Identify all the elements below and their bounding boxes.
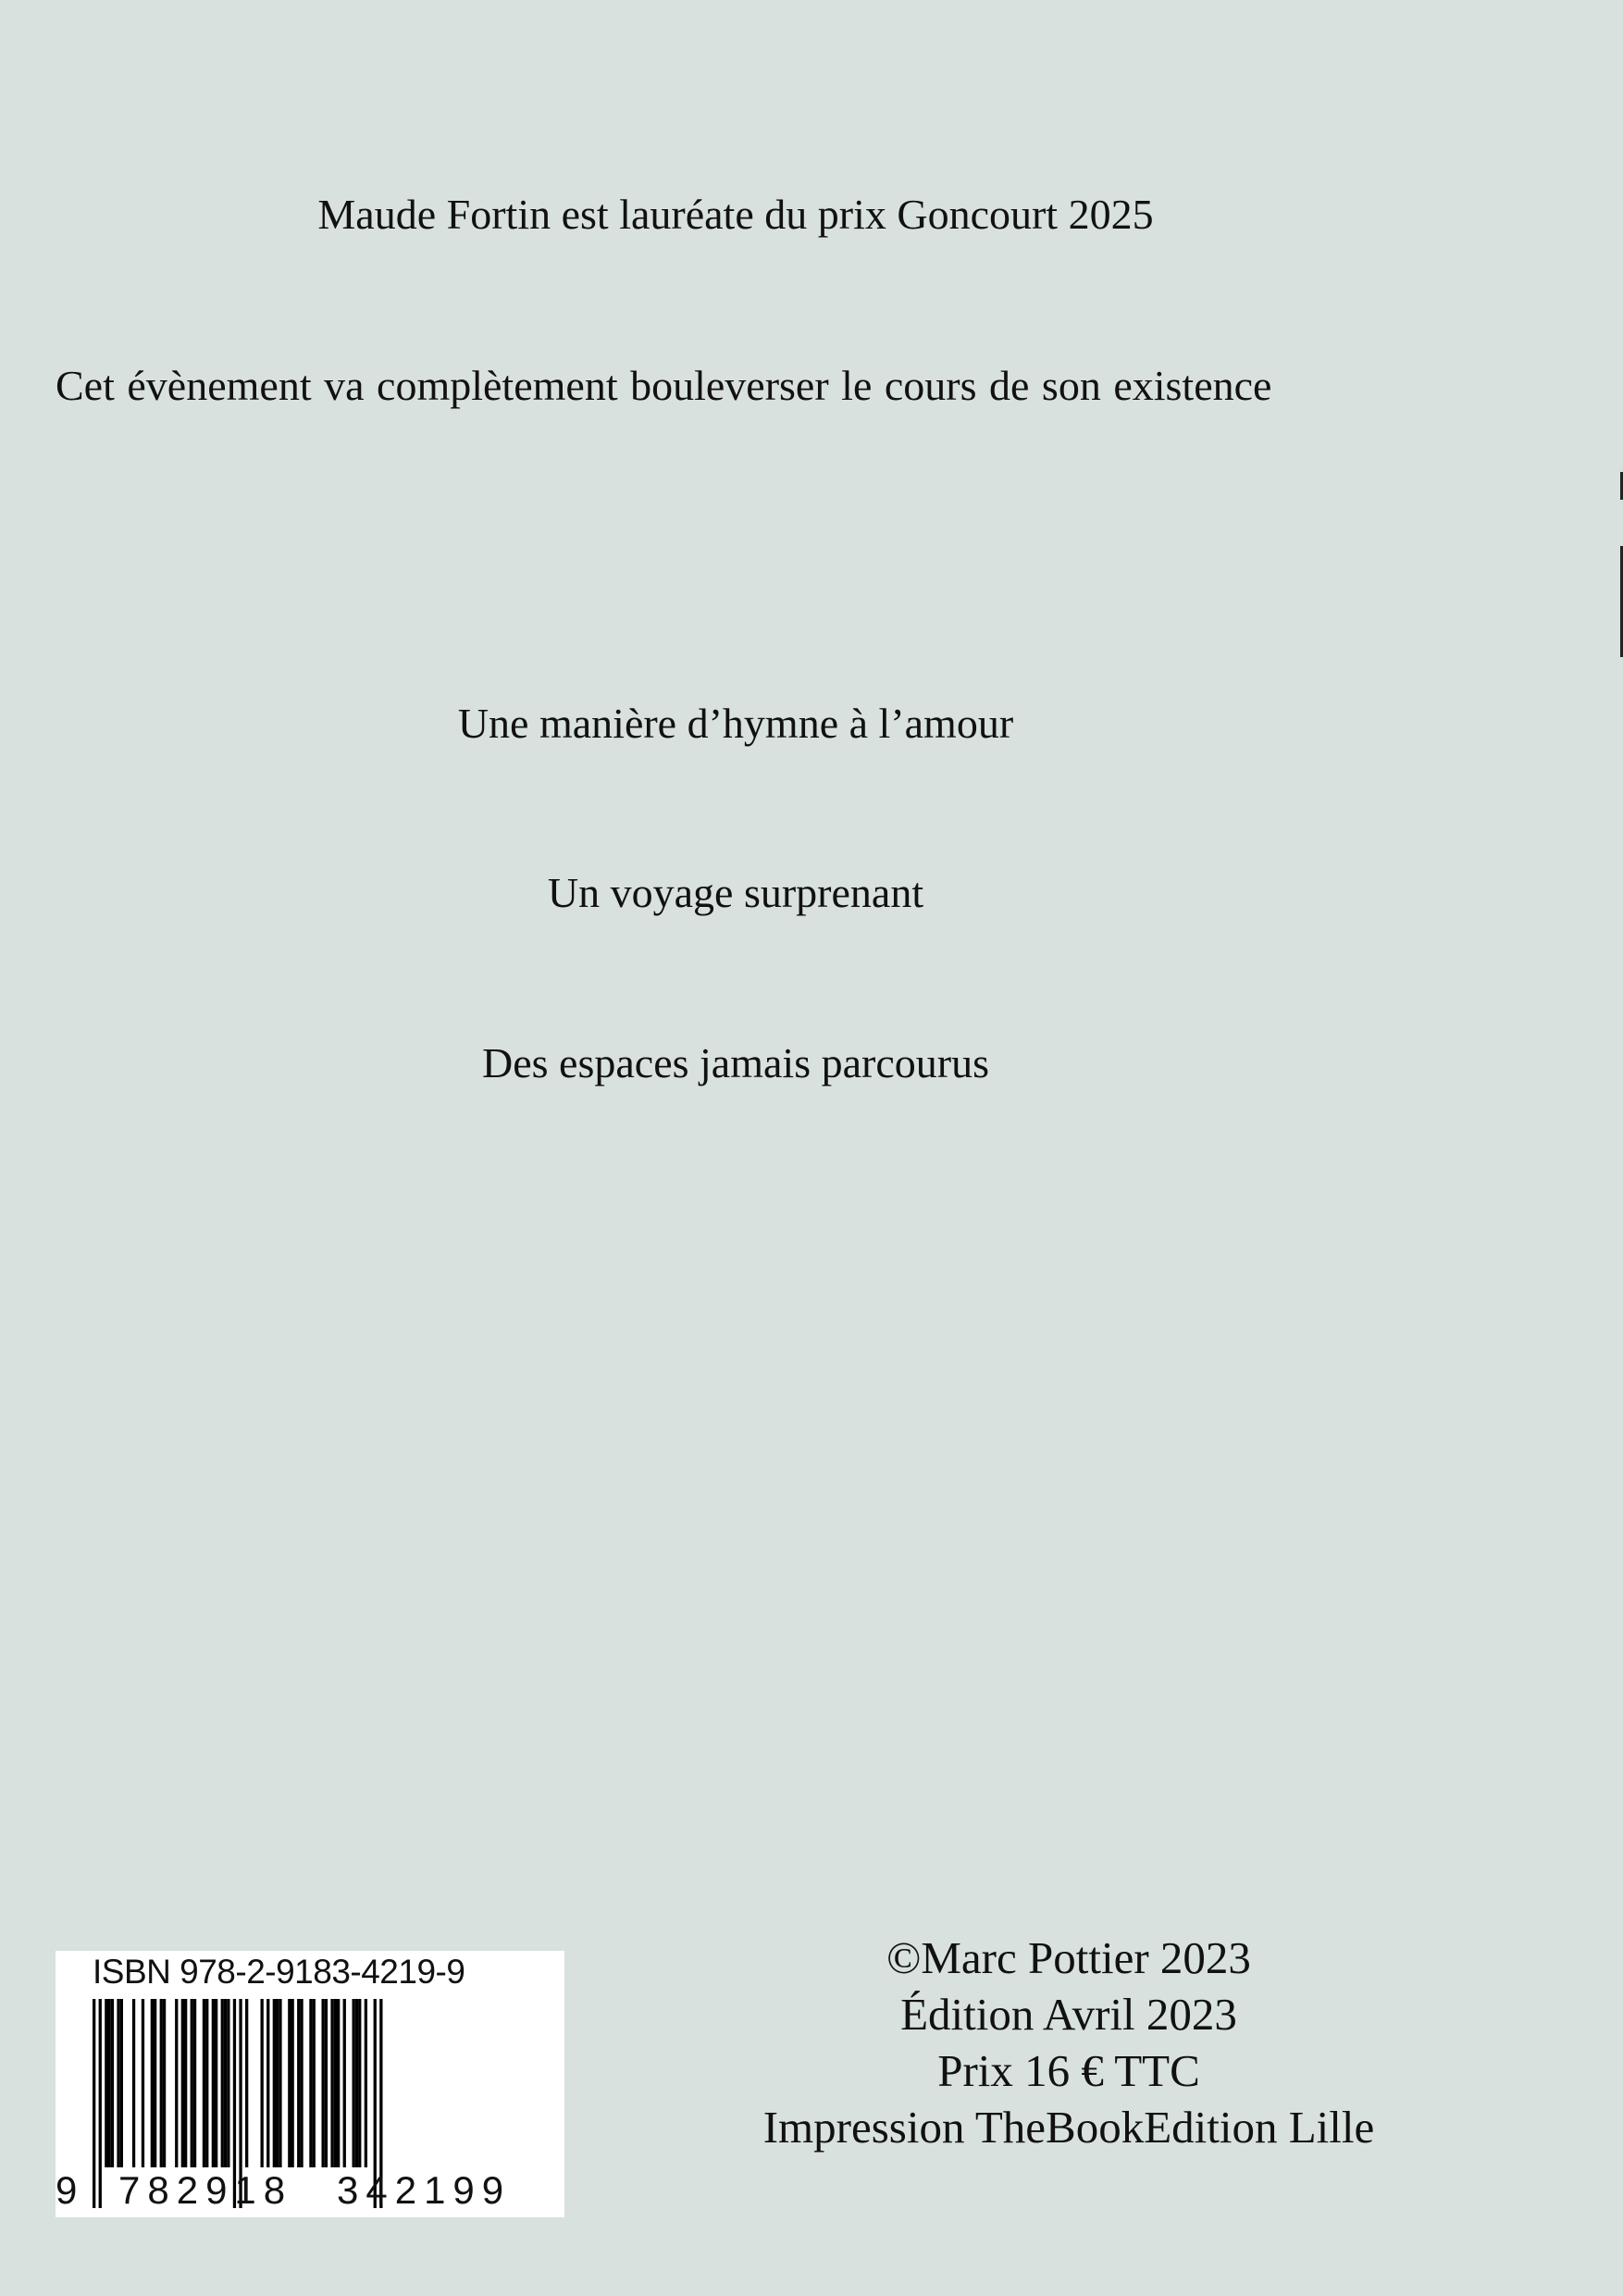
- barcode-bar: [365, 1999, 367, 2167]
- blurb-line-hymn: Une manière d’hymne à l’amour: [457, 700, 1014, 747]
- barcode-bar: [227, 1999, 229, 2167]
- barcode-bar: [279, 1999, 281, 2167]
- barcode-bar: [266, 1999, 269, 2167]
- barcode-bar: [117, 1999, 119, 2167]
- barcode-bar: [154, 1999, 156, 2167]
- barcode-bar: [337, 1999, 340, 2167]
- barcode-bar: [111, 1999, 114, 2167]
- barcode-bar: [120, 1999, 123, 2167]
- barcode-bar: [245, 1999, 248, 2167]
- barcode-bar: [313, 1999, 316, 2167]
- barcode-bar: [322, 1999, 325, 2167]
- barcode-bar: [193, 1999, 196, 2167]
- barcode-bar: [181, 1999, 184, 2167]
- isbn-barcode: [56, 1951, 564, 2217]
- barcode-bar: [221, 1999, 224, 2167]
- barcode-bar: [224, 1999, 227, 2167]
- barcode-bar: [142, 1999, 144, 2167]
- publication-credits: [722, 1930, 1416, 2155]
- barcode-bar: [334, 1999, 337, 2167]
- barcode-bar: [309, 1999, 312, 2167]
- blurb-line-spaces: Des espaces jamais parcourus: [482, 1039, 989, 1086]
- barcode-bar: [358, 1999, 361, 2167]
- printer-line: Impression TheBookEdition Lille: [762, 2102, 1375, 2153]
- barcode-bar: [343, 1999, 346, 2167]
- price-line: Prix 16 € TTC: [937, 2045, 1200, 2096]
- barcode-bar: [288, 1999, 291, 2167]
- blurb-line-voyage: Un voyage surprenant: [547, 869, 924, 916]
- isbn-number: ISBN 978-2-9183-4219-9: [93, 1953, 465, 1991]
- barcode-bar: [300, 1999, 303, 2167]
- barcode-bar: [276, 1999, 279, 2167]
- barcode-bar: [273, 1999, 276, 2167]
- barcode-bar: [291, 1999, 294, 2167]
- barcode-bar: [175, 1999, 178, 2167]
- barcode-bar: [151, 1999, 154, 2167]
- barcode-bar: [330, 1999, 333, 2167]
- barcode-first-digit: 9: [56, 2168, 78, 2212]
- barcode-right-group: 342199: [337, 2168, 512, 2212]
- barcode-bar: [132, 1999, 135, 2167]
- barcode-left-group: 782918: [118, 2168, 293, 2212]
- blurb-line-event: Cet évènement va complètement bouleverser le cours de son existence: [56, 362, 1272, 409]
- barcode-bar: [205, 1999, 208, 2167]
- barcode-bar: [160, 1999, 163, 2167]
- barcode-bar: [108, 1999, 111, 2167]
- barcode-bar: [261, 1999, 264, 2167]
- blurb-line-prize: Maude Fortin est lauréate du prix Goncourt 2025: [317, 191, 1154, 238]
- barcode-bar: [203, 1999, 205, 2167]
- barcode-bar: [163, 1999, 166, 2167]
- barcode-bar: [184, 1999, 187, 2167]
- barcode-digits: [56, 2167, 564, 2214]
- barcode-bar: [325, 1999, 328, 2167]
- barcode-bar: [297, 1999, 300, 2167]
- barcode-bar: [191, 1999, 193, 2167]
- copyright-line: ©Marc Pottier 2023: [886, 1932, 1251, 1983]
- edition-line: Édition Avril 2023: [900, 1989, 1237, 2040]
- barcode-bar: [355, 1999, 358, 2167]
- barcode-bar: [353, 1999, 355, 2167]
- barcode-bar: [105, 1999, 107, 2167]
- barcode-bar: [212, 1999, 215, 2167]
- barcode-bar: [215, 1999, 217, 2167]
